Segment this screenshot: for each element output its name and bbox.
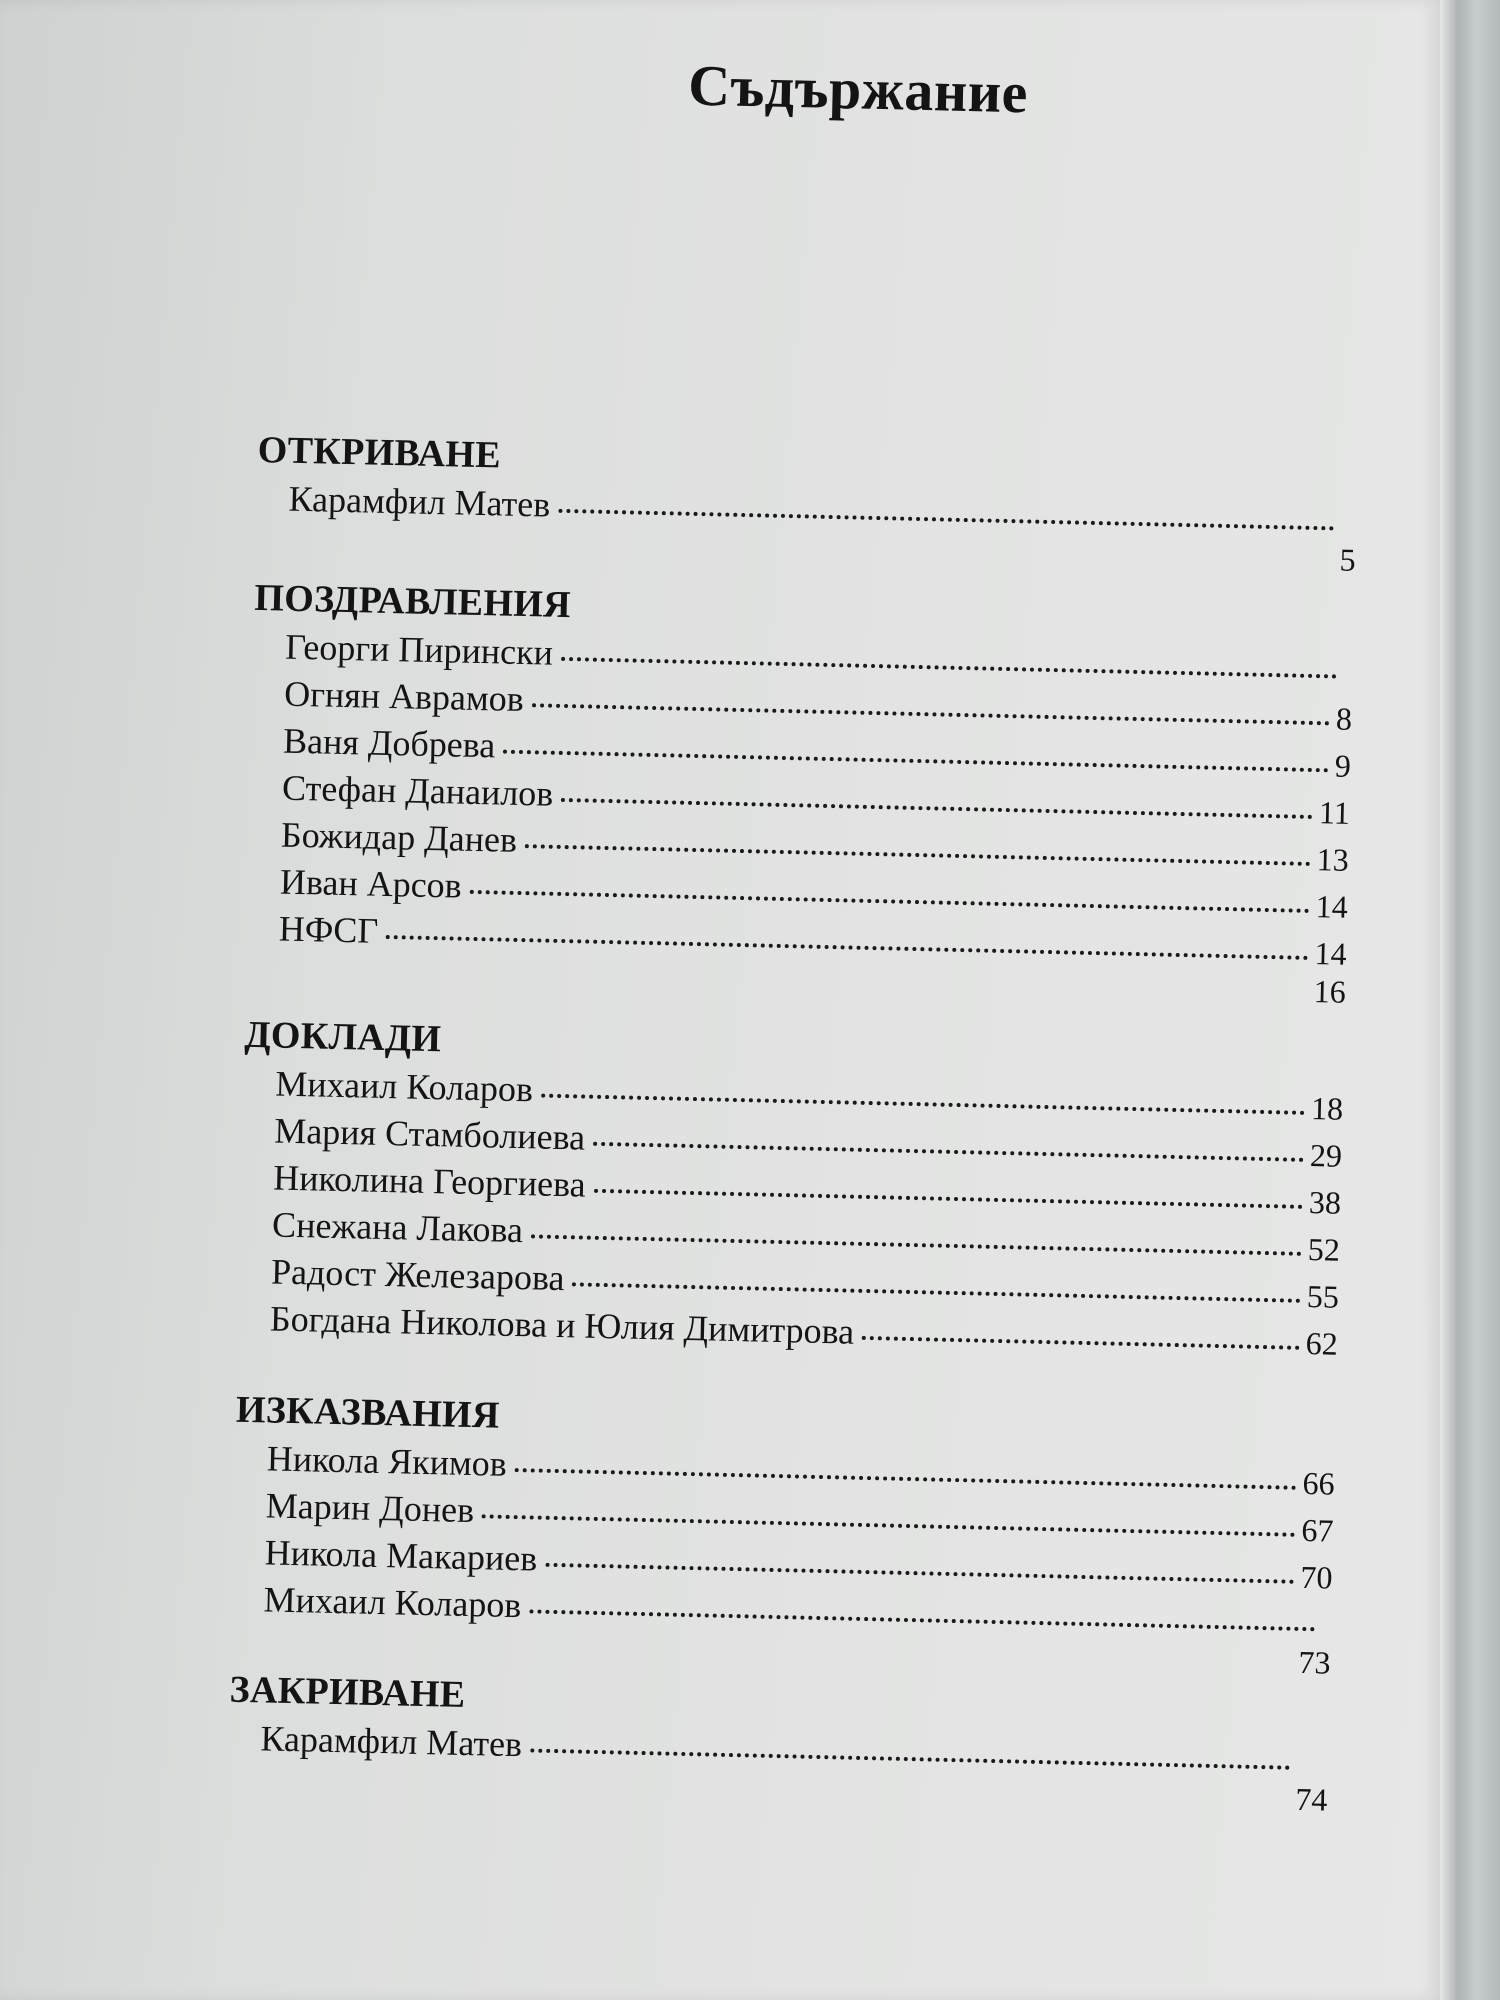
entry-name: НФСГ <box>278 908 379 951</box>
section-closing <box>228 1665 1330 1818</box>
entry-page: 52 <box>1307 1230 1341 1268</box>
entry-name: Мария Стамболиева <box>273 1110 586 1158</box>
entry-page: 18 <box>1310 1090 1344 1127</box>
entry-name: Михаил Коларов <box>263 1579 522 1626</box>
section-reports <box>238 1010 1345 1367</box>
entry-name: Карамфил Матев <box>288 478 551 525</box>
section-heading: ПОЗДРАВЛЕНИЯ <box>253 576 572 627</box>
dot-leader <box>593 1142 1304 1162</box>
entry-page: 5 <box>1339 541 1356 578</box>
entry-page: 67 <box>1301 1511 1334 1549</box>
page-title: Съдържание <box>687 52 1029 126</box>
entry-name: Снежана Лакова <box>271 1204 524 1251</box>
entry-name: Никола Макариев <box>264 1532 538 1579</box>
entry-name: Огнян Аврамов <box>283 673 525 720</box>
section-heading: ДОКЛАДИ <box>244 1013 442 1061</box>
entry-page: 14 <box>1315 888 1349 925</box>
dot-leader <box>525 844 1311 866</box>
entry-page: 16 <box>1313 973 1347 1010</box>
section-statements <box>230 1385 1336 1681</box>
dot-leader <box>558 509 1334 531</box>
entry-name: Михаил Коларов <box>274 1063 534 1110</box>
dot-leader <box>541 1094 1305 1115</box>
entry-page: 66 <box>1302 1464 1336 1502</box>
dot-leader <box>862 1336 1300 1350</box>
entry-name: Карамфил Матев <box>260 1718 523 1765</box>
entry-page: 55 <box>1306 1277 1340 1315</box>
dot-leader <box>572 1282 1300 1303</box>
dot-leader <box>515 1468 1297 1490</box>
entry-name: Николина Георгиева <box>272 1157 587 1205</box>
dot-leader <box>530 1748 1290 1769</box>
dot-leader <box>529 1609 1315 1631</box>
entry-page: 9 <box>1334 747 1352 784</box>
entry-page: 38 <box>1308 1183 1342 1221</box>
dot-leader <box>561 657 1337 679</box>
dot-leader <box>561 798 1313 819</box>
section-heading: ЗАКРИВАНЕ <box>229 1668 466 1716</box>
entry-page: 70 <box>1300 1558 1333 1596</box>
section-opening <box>256 425 1358 578</box>
entry-name: Богдана Николова и Юлия Димитрова <box>269 1298 855 1352</box>
entry-page: 62 <box>1305 1324 1339 1362</box>
entry-name: Георги Пирински <box>284 626 554 673</box>
dot-leader <box>532 703 1330 725</box>
section-greetings <box>246 573 1355 1010</box>
entry-page: 14 <box>1314 935 1348 972</box>
entry-page: 73 <box>1298 1643 1331 1681</box>
adjacent-page-edge <box>1440 0 1500 2000</box>
entry-name: Ваня Добрева <box>282 720 496 766</box>
dot-leader <box>594 1189 1303 1209</box>
entry-name: Иван Арсов <box>279 861 463 906</box>
dot-leader <box>503 750 1329 773</box>
entry-name: Никола Якимов <box>266 1438 508 1484</box>
dot-leader <box>545 1563 1294 1584</box>
entry-page: 13 <box>1316 841 1350 878</box>
dot-leader <box>482 1514 1296 1536</box>
section-heading: ИЗКАЗВАНИЯ <box>235 1388 501 1437</box>
entry-page: 11 <box>1318 794 1351 831</box>
entry-name: Марин Донев <box>265 1485 475 1531</box>
entry-name: Радост Железарова <box>270 1251 565 1299</box>
entry-name: Стефан Данаилов <box>281 767 554 814</box>
dot-leader <box>386 935 1309 960</box>
entry-page: 29 <box>1309 1137 1343 1174</box>
dot-leader <box>470 890 1310 913</box>
section-heading: ОТКРИВАНЕ <box>257 428 502 477</box>
dot-leader <box>531 1234 1302 1255</box>
entry-page: 74 <box>1295 1780 1328 1818</box>
entry-name: Божидар Данев <box>280 814 518 860</box>
entry-page: 8 <box>1335 700 1353 737</box>
